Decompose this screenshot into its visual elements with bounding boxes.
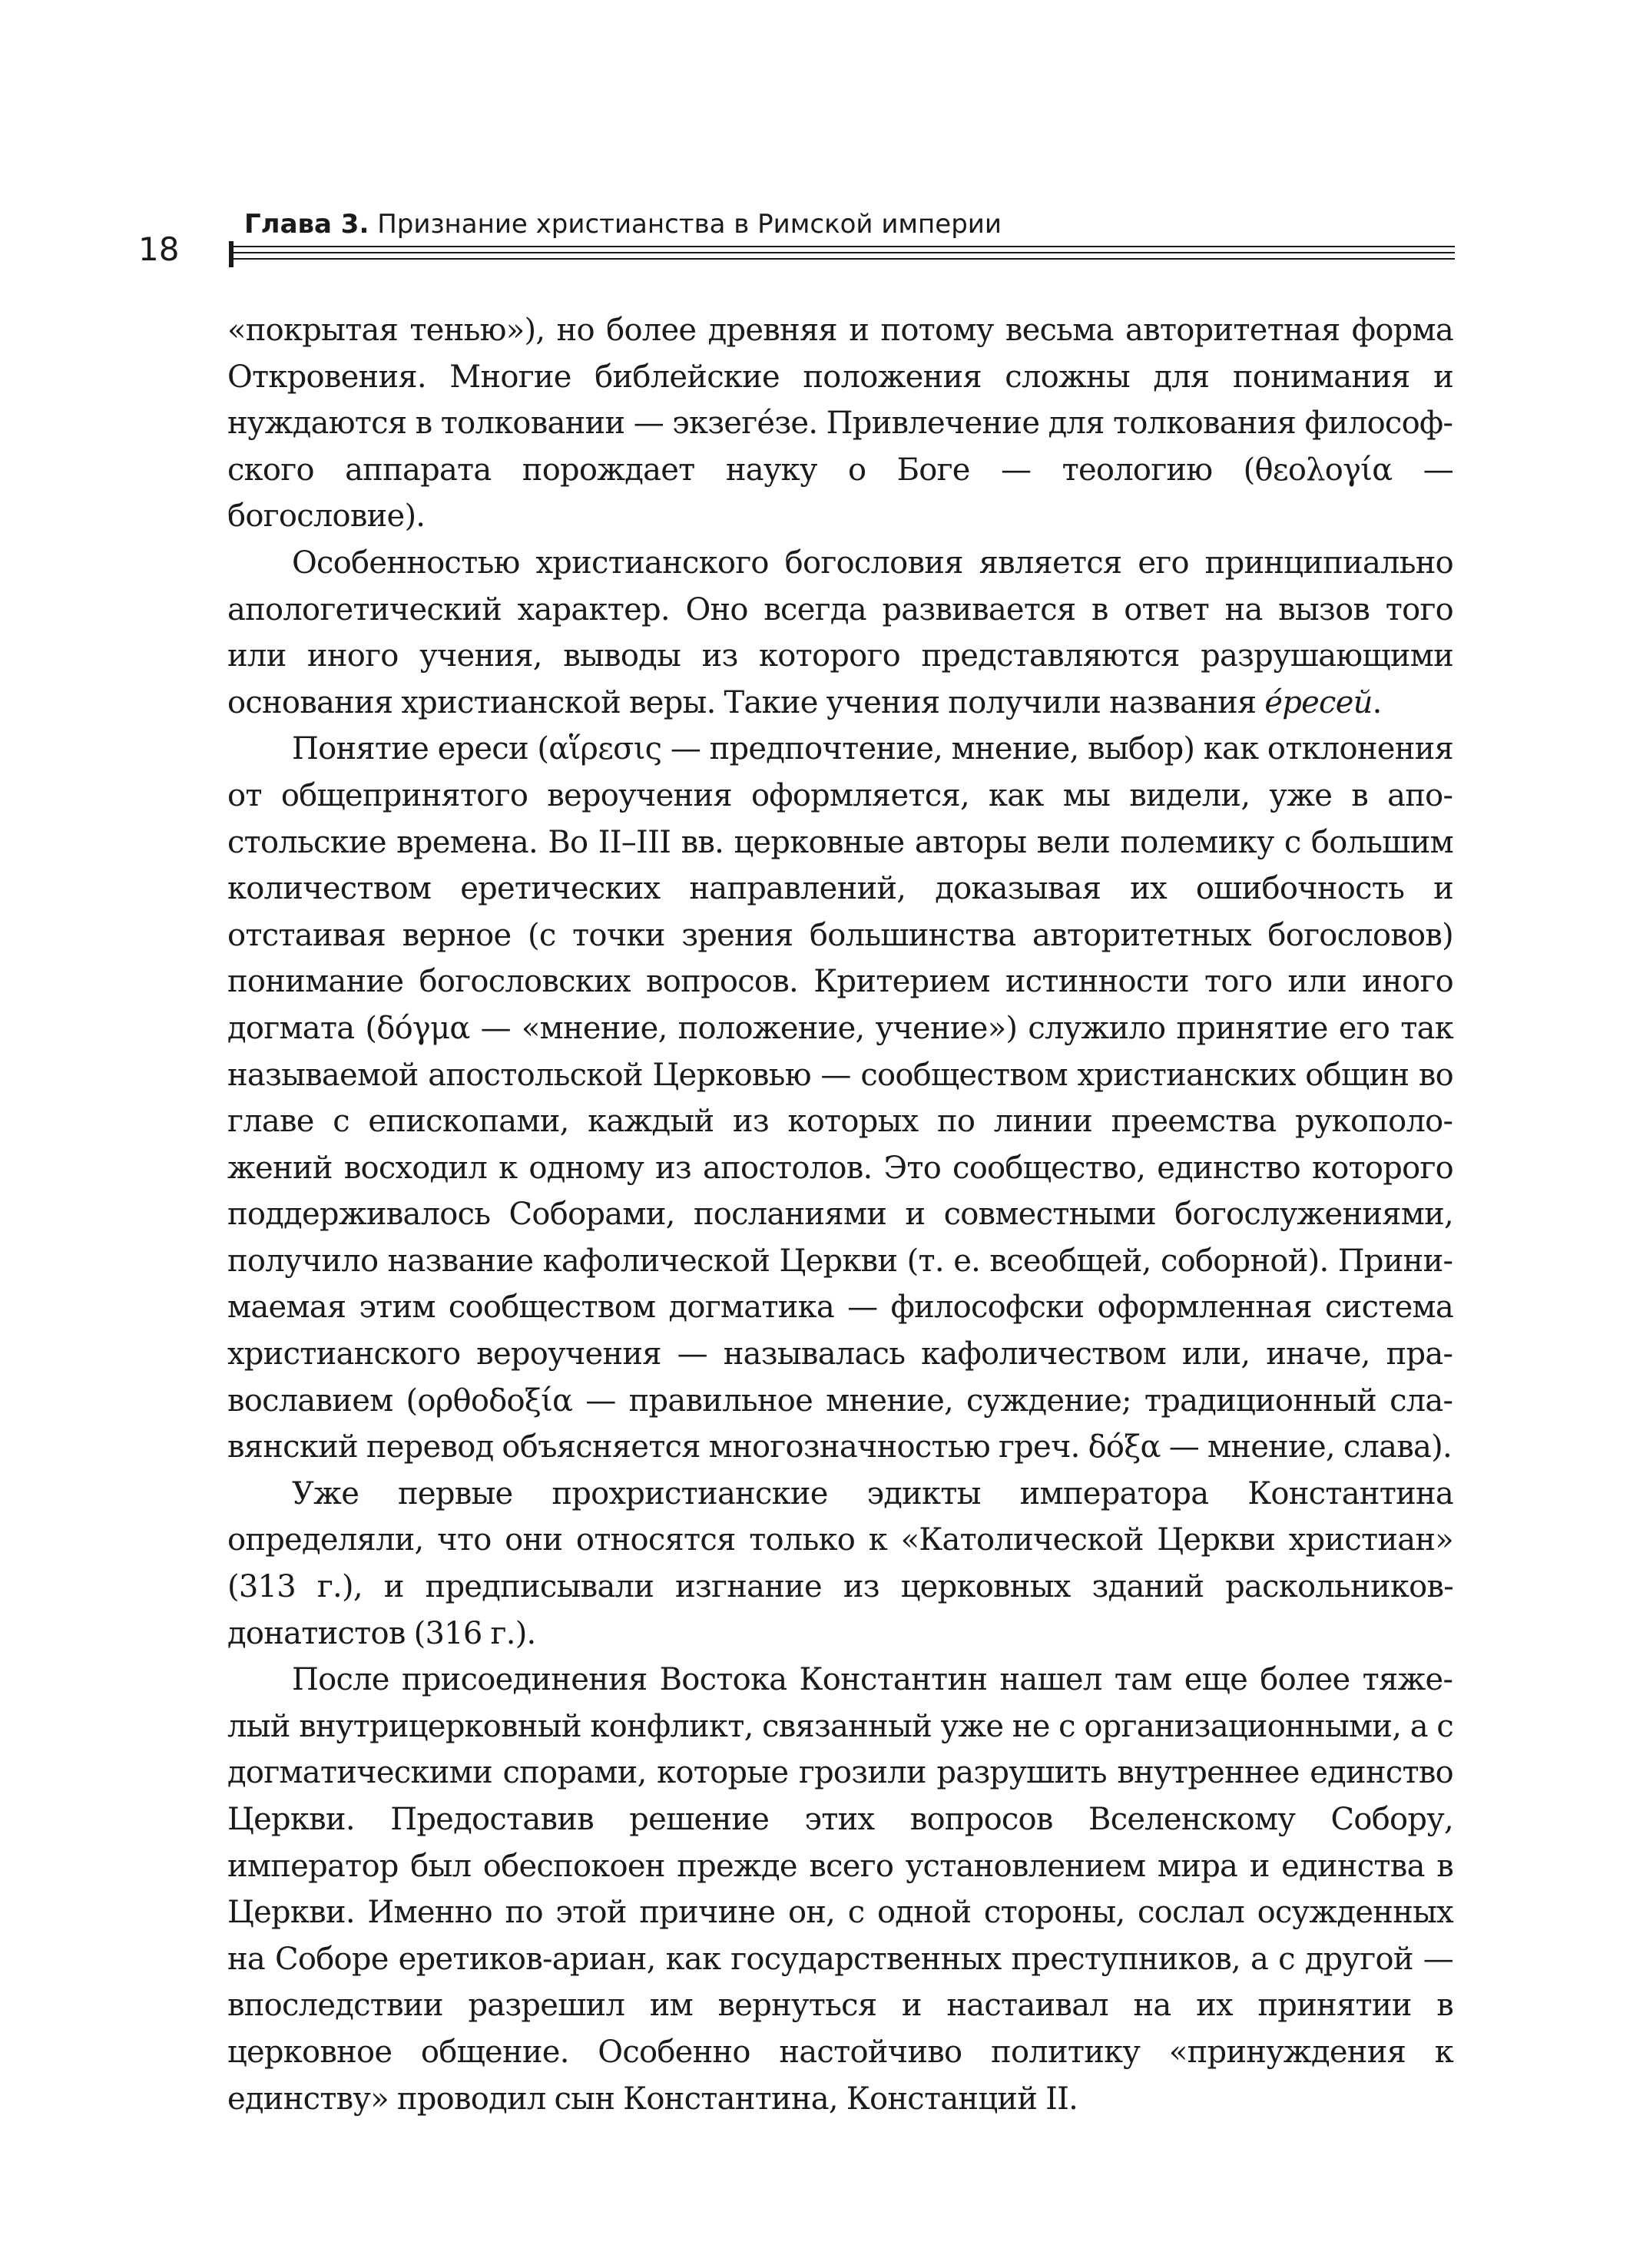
page-number: 18 bbox=[138, 230, 180, 268]
header-rule-bottom bbox=[229, 258, 1455, 260]
chapter-title: Признание христианства в Римской империи bbox=[377, 209, 1002, 240]
body-text bbox=[227, 307, 1453, 2122]
paragraph-1: «покрытая тенью»), но более древняя и потому весьма авторитетная форма Откровения. Многие библейские положения сложны для понимания и нуждаются в толковании — экзегéзе. Привлечение для толкования философского аппарата порождает науку о Боге — теологию (θεολογία — богословие). bbox=[227, 313, 1453, 535]
paragraph-2-emphasis: éресей bbox=[1264, 684, 1373, 720]
header-rule-middle bbox=[229, 252, 1455, 253]
running-head bbox=[244, 207, 1002, 241]
paragraph-4: Уже первые прохристианские эдикты императора Константина определяли, что они относятся только к «Католической Церкви христиан» (313 г.), и предписывали изгнание из церковных зданий раскольников-донатистов (316 г.). bbox=[227, 1475, 1453, 1651]
paragraph-5: После присоединения Востока Константин нашел там еще более тяжелый внутрицерковный конфликт, связанный уже не с организационными, а с догматическими спорами, которые грозили разрушить внутреннее единство Церкви. Предоставив решение этих вопросов Вселенскому Собору, император был обеспокоен прежде всего установлением мира и единства в Церкви. Именно по этой причине он, с одной стороны, сослал осужденных на Соборе еретиков-ариан, как государственных преступников, а с другой — впоследствии разрешил им вернуться и настаивал на их принятии в церковное общение. Особенно настойчиво политику «принуждения к единству» проводил сын Константина, Констанций II. bbox=[227, 1662, 1453, 2117]
header-rule-top bbox=[229, 246, 1455, 247]
paragraph-2-end: . bbox=[1372, 684, 1382, 720]
paragraph-2 bbox=[227, 540, 1453, 726]
paragraph-2-text: Особенностью христианского богословия является его принципиально апологетический характер. Оно всегда развивается в ответ на вызов того или иного учения, выводы из которого представляются разрушающими основания христианской веры. Такие учения получили названия bbox=[227, 545, 1453, 720]
paragraph-3: Понятие ереси (αἵρεσις — предпочтение, мнение, выбор) как отклонения от общепринятого вероучения оформляется, как мы видели, уже в апостольские времена. Во II–III вв. церковные авторы вели полемику с большим количеством еретических направлений, доказывая их ошибочность и отстаивая верное (с точки зрения большинства авторитетных богословов) понимание богословских вопросов. Критерием истинности того или иного догмата (δόγμα — «мнение, положение, учение») служило принятие его так называемой апостольской Церковью — сообществом христианских общин во главе с епископами, каждый из которых по линии преемства рукоположений восходил к одному из апостолов. Это сообщество, единство которого поддерживалось Соборами, посланиями и совместными богослужениями, получило название кафолической Церкви (т. е. всеобщей, соборной). Принимаемая этим сообществом догматика — философски оформленная система христианского вероучения — называлась кафоличеством или, иначе, православием (ορθοδοξία — правильное мнение, суждение; традиционный славянский перевод объясняется многозначностью греч. δόξα — мнение, слава). bbox=[227, 731, 1453, 1465]
chapter-label: Глава 3. bbox=[244, 209, 369, 240]
